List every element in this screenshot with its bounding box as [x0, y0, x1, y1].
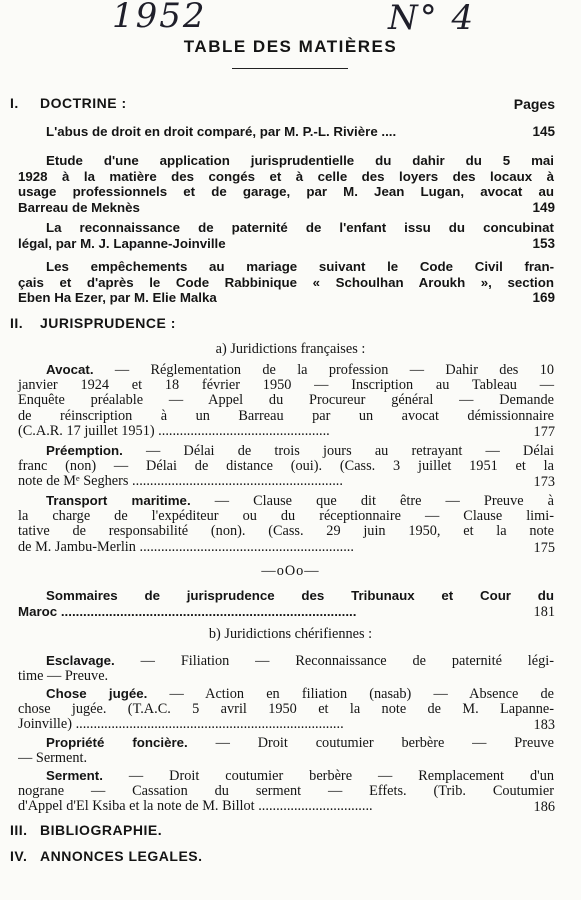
entry-line: (C.A.R. 17 juillet 1951) ................................................	[18, 424, 330, 440]
entry-line: chose jugée. (T.A.C. 5 avril 1950 et la note de M. Lapanne-	[18, 700, 554, 717]
entry-line: Eben Ha Ezer, par M. Elie Malka	[18, 290, 217, 306]
entry-line: Avocat. — Réglementation de la profession — Dahir des 10	[46, 362, 554, 378]
entry-line: 1928 à la matière des congés et à celle des loyers des locaux à	[18, 168, 554, 184]
section-label: BIBLIOGRAPHIE.	[40, 822, 163, 838]
section-number: III.	[10, 822, 28, 838]
entry-line: Chose jugée. — Action en filiation (nasab) — Absence de	[46, 686, 554, 702]
title-underline	[232, 68, 348, 69]
handwritten-issue-number: N° 4	[388, 0, 476, 38]
ornament-separator: —oOo—	[261, 563, 320, 579]
entry-line: Sommaires de jurisprudence des Tribunaux et Cour du	[46, 588, 554, 603]
entry-line: légal, par M. J. Lapanne-Joinville	[18, 235, 226, 251]
subheading-juridictions-cherifiennes	[0, 626, 581, 643]
entry-line: L'abus de droit en droit comparé, par M. P.-L. Rivière ....	[46, 124, 397, 139]
entry-line: janvier 1924 et 18 février 1950 — Inscription au Tableau —	[18, 376, 554, 393]
section-label: JURISPRUDENCE :	[40, 315, 176, 331]
page-number: 186	[533, 799, 555, 816]
page-number: 183	[533, 717, 555, 734]
entry-heading: Serment.	[46, 768, 103, 783]
entry-line: Maroc ................................................................................	[18, 603, 357, 619]
page-number: 153	[532, 235, 555, 251]
page-number: 175	[533, 539, 555, 556]
entry-line: Etude d'une application jurisprudentielle du dahir du 5 mai	[46, 153, 554, 168]
entry-heading: Avocat.	[46, 362, 94, 377]
entry-heading: Transport maritime.	[46, 493, 191, 508]
section-label: ANNONCES LEGALES.	[40, 848, 203, 864]
entry-line: d'Appel d'El Ksiba et la note de M. Billot ................................	[18, 799, 373, 815]
section-annonces-legales	[10, 848, 203, 864]
section-number: I.	[10, 95, 19, 111]
subheading-juridictions-francaises	[0, 341, 581, 358]
section-number: IV.	[10, 848, 28, 864]
entry-line: de réinscription à un Barreau par un avocat démissionnaire	[18, 407, 554, 424]
subheading-text: a) Juridictions françaises :	[215, 341, 366, 357]
handwritten-year: 1952	[112, 0, 207, 36]
section-jurisprudence	[10, 315, 176, 331]
entry-line: Les empêchements au mariage suivant le Code Civil fran-	[46, 259, 554, 274]
entry-line: La reconnaissance de paternité de l'enfant issu du concubinat	[46, 220, 554, 235]
entry-line: usage professionnels et de garage, par M. Jean Lugan, avocat au	[18, 184, 554, 200]
entry-line: Barreau de Meknès	[18, 199, 140, 215]
subheading-text: b) Juridictions chérifiennes :	[208, 626, 373, 642]
entry-line: Transport maritime. — Clause que dit être — Preuve à	[46, 493, 555, 509]
section-number: II.	[10, 315, 24, 331]
entry-line: Joinville) ...........................................................................	[18, 717, 344, 733]
entry-heading: Esclavage.	[46, 653, 115, 668]
page-title: TABLE DES MATIÈRES	[183, 37, 398, 56]
page-number: 145	[532, 124, 555, 139]
page-number: 177	[533, 424, 555, 441]
entry-heading: Propriété foncière.	[46, 735, 188, 750]
entry-heading: Chose jugée.	[46, 686, 148, 701]
pages-column-header: Pages	[513, 96, 555, 112]
entry-line: franc (non) — Délai de distance (oui). (Cass. 3 juillet 1951 et la	[18, 457, 554, 474]
section-label: DOCTRINE :	[40, 95, 127, 111]
page-number: 149	[532, 199, 555, 215]
page-number: 169	[532, 290, 555, 306]
entry-line: la charge de l'expéditeur ou du réceptionnaire — Clause limi-	[18, 507, 554, 524]
page-number: 181	[533, 603, 555, 620]
entry-line: Serment. — Droit coutumier berbère — Remplacement d'un	[46, 768, 554, 784]
entry-line: note de Mᵉ Seghers ...........................................................	[18, 474, 343, 490]
entry-line: de M. Jambu-Merlin ............................................................	[18, 539, 354, 555]
entry-line: — Serment.	[18, 750, 88, 766]
entry-line: Enquête préalable — Appel du Procureur général — Demande	[18, 392, 554, 409]
entry-line: tative de responsabilité (non). (Cass. 29 juin 1950, et la note	[18, 523, 554, 540]
entry-heading: Préemption.	[46, 443, 123, 458]
entry-line: Esclavage. — Filiation — Reconnaissance de paternité légi-	[46, 653, 554, 669]
section-doctrine	[10, 95, 127, 111]
entry-line: çais et d'après le Code Rabbinique « Schoulhan Aroukh », section	[18, 274, 554, 290]
page-number: 173	[533, 474, 555, 491]
entry-line: nograne — Cassation du serment — Effets. (Trib. Coutumier	[18, 782, 554, 799]
entry-line: time — Preuve.	[18, 668, 109, 684]
section-bibliographie	[10, 822, 162, 838]
entry-line: Préemption. — Délai de trois jours au retrayant — Délai	[46, 443, 554, 459]
entry-line: Propriété foncière. — Droit coutumier berbère — Preuve	[46, 735, 554, 751]
